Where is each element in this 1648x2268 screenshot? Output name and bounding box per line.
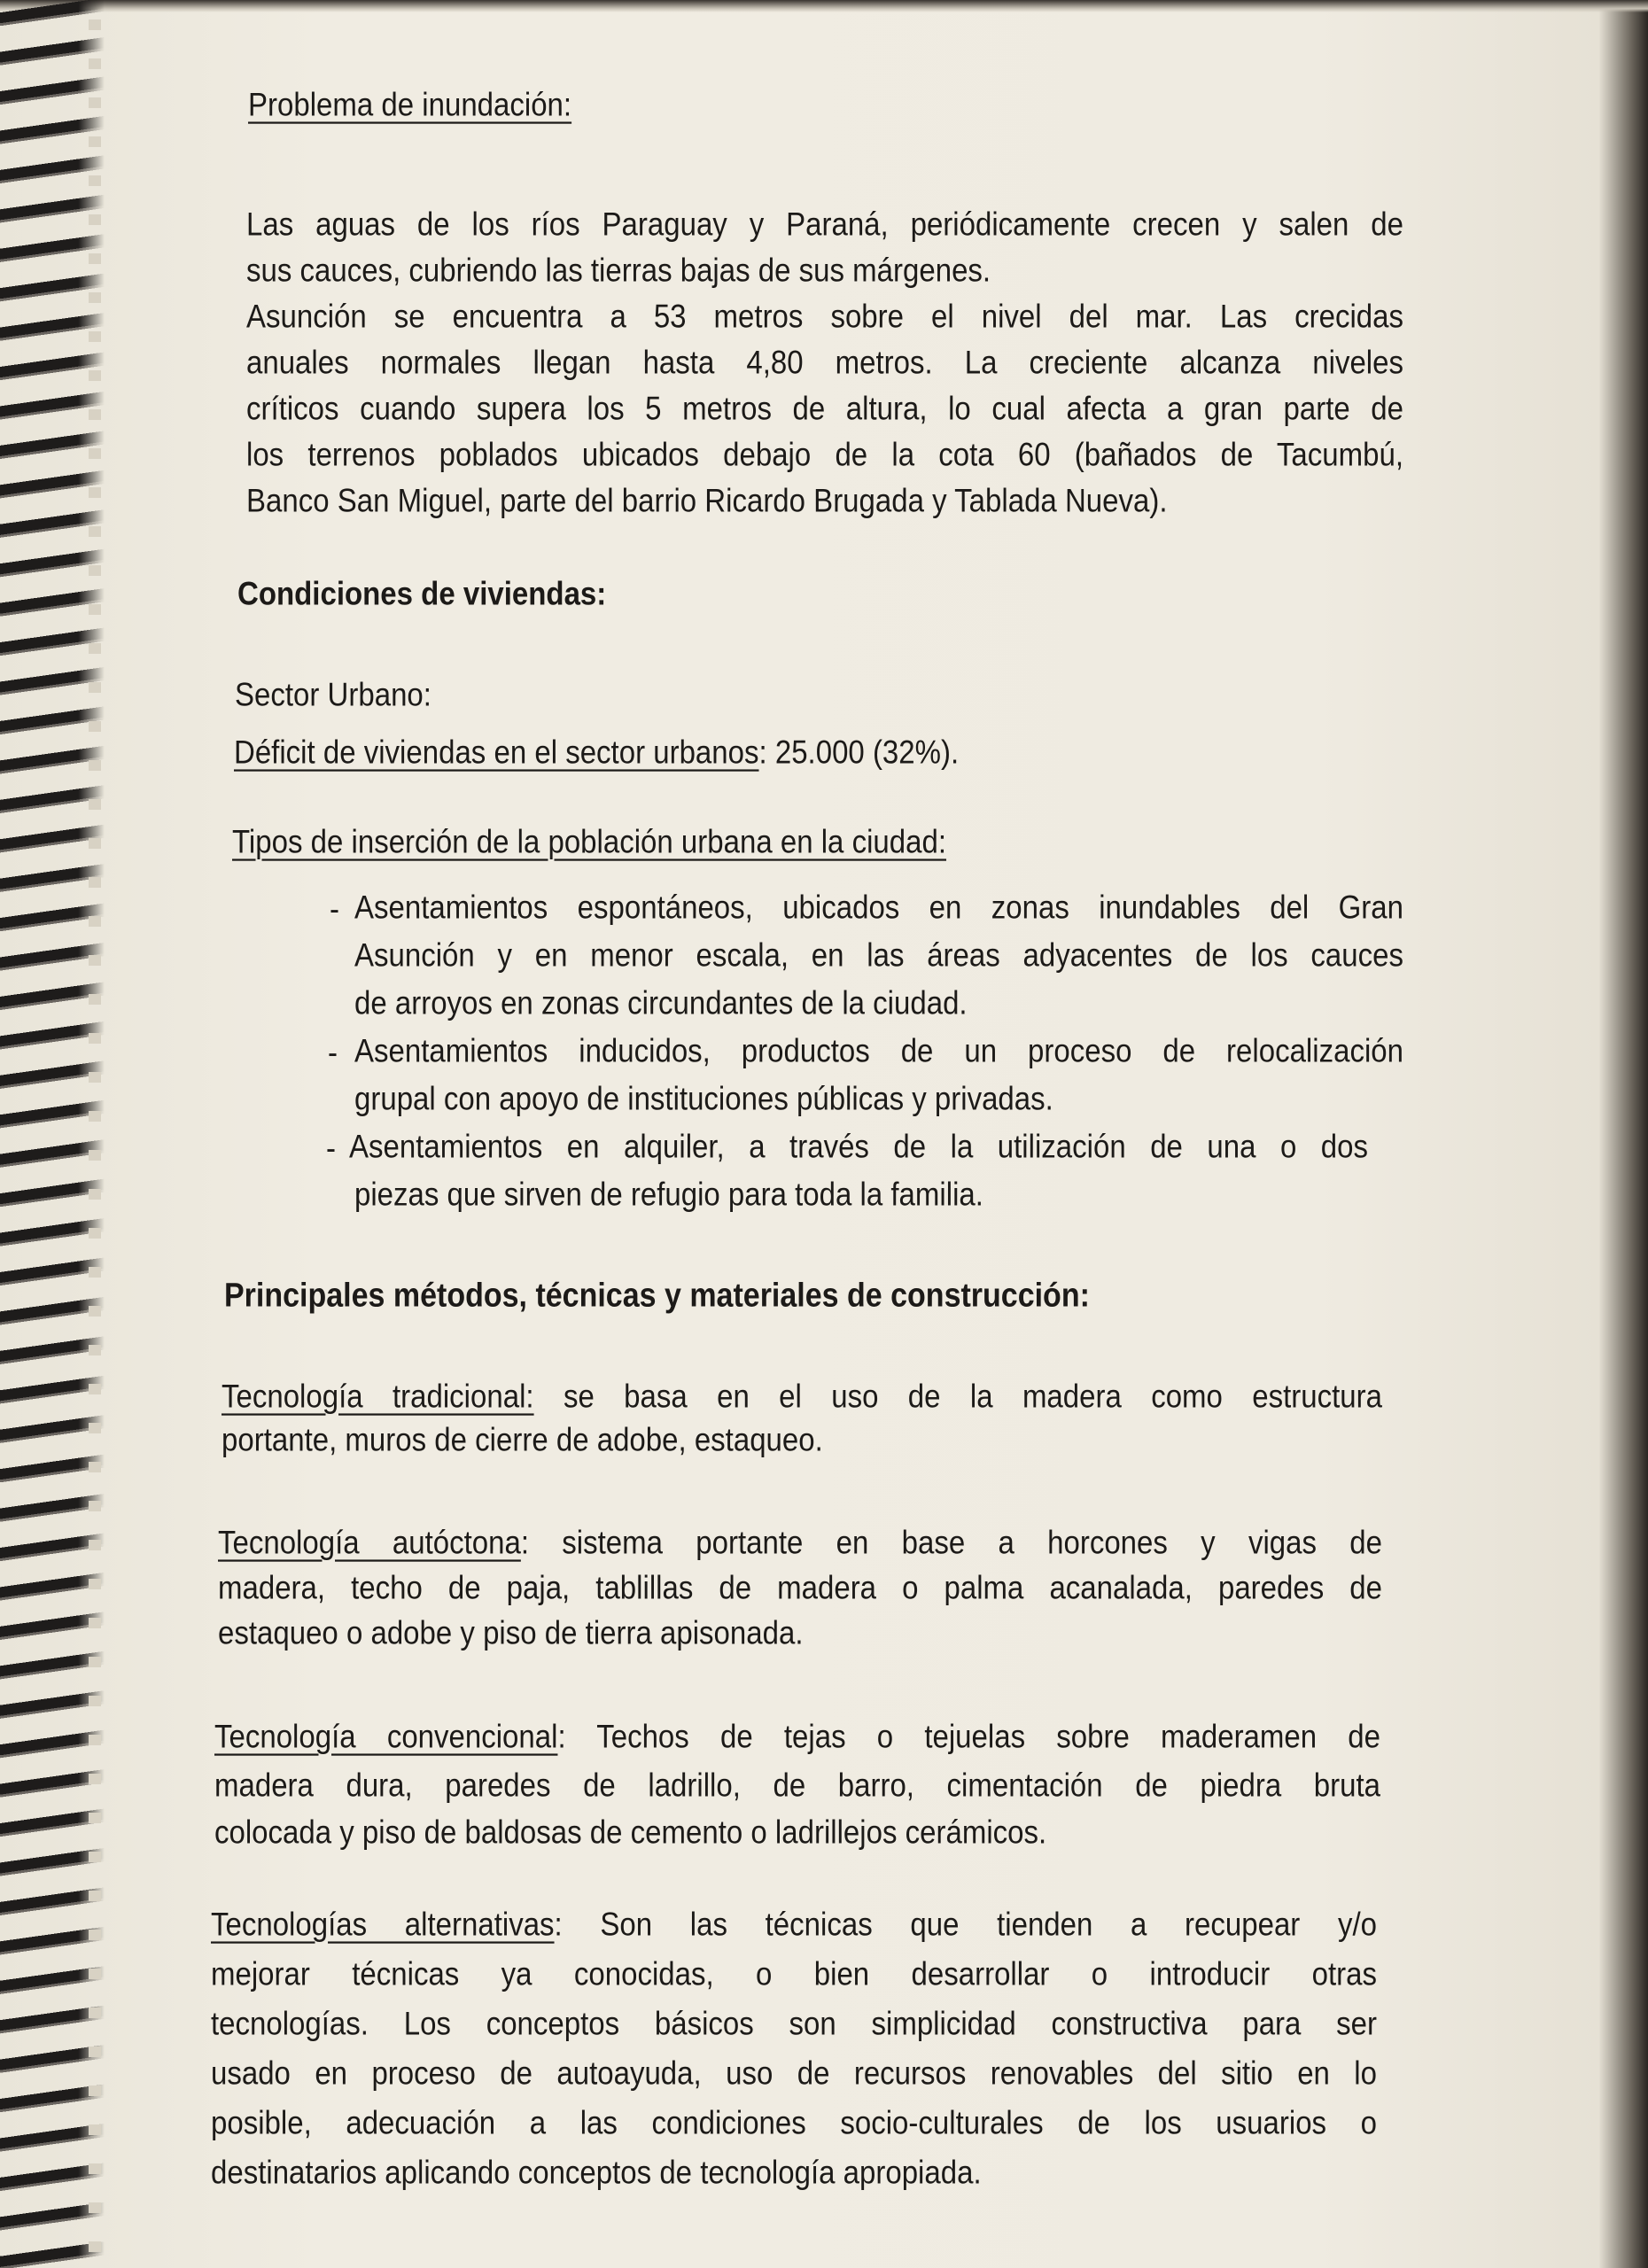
deficit-label: Déficit de viviendas en el sector urbanos	[234, 734, 759, 771]
bullet-line: grupal con apoyo de instituciones públicas y privadas.	[354, 1080, 1053, 1117]
types-heading: Tipos de inserción de la población urbana en la ciudad:	[232, 823, 946, 860]
method-line: madera, techo de paja, tablillas de madera o palma acanalada, paredes de	[218, 1569, 1382, 1606]
flood-heading: Problema de inundación:	[248, 86, 572, 123]
bullet-line: piezas que sirven de refugio para toda la familia.	[354, 1176, 983, 1213]
method-text: : sistema portante en base a horcones y vigas de	[520, 1524, 1382, 1561]
method-text: : Son las técnicas que tienden a recupear y/o	[554, 1906, 1377, 1943]
bullet-line: Asentamientos espontáneos, ubicados en zonas inundables del Gran	[354, 889, 1403, 926]
flood-line: Asunción se encuentra a 53 metros sobre el nivel del mar. Las crecidas	[246, 298, 1403, 335]
method-line	[211, 1905, 1377, 1945]
bullet-dash: -	[330, 890, 339, 928]
bullet-dash: -	[328, 1034, 338, 1071]
method-line: madera dura, paredes de ladrillo, de barro, cimentación de piedra bruta	[214, 1767, 1380, 1804]
method-line: portante, muros de cierre de adobe, estaqueo.	[222, 1421, 823, 1458]
method-line: mejorar técnicas ya conocidas, o bien desarrollar o introducir otras	[211, 1955, 1377, 1992]
bullet-line: de arroyos en zonas circundantes de la ciudad.	[354, 984, 968, 1021]
bullet-line: Asunción y en menor escala, en las áreas adyacentes de los cauces	[354, 936, 1403, 974]
deficit-value: : 25.000 (32%).	[758, 734, 960, 771]
flood-line: Las aguas de los ríos Paraguay y Paraná, periódicamente crecen y salen de	[246, 206, 1403, 243]
method-line: colocada y piso de baldosas de cemento o ladrillejos cerámicos.	[214, 1814, 1047, 1851]
method-line	[222, 1377, 1382, 1417]
method-label-autoctona: Tecnología autóctona	[218, 1524, 521, 1561]
method-line: usado en proceso de autoayuda, uso de recursos renovables del sitio en lo	[211, 2054, 1377, 2092]
method-line: destinatarios aplicando conceptos de tecnología apropiada.	[211, 2154, 982, 2191]
method-text: se basa en el uso de la madera como estructura	[533, 1378, 1382, 1415]
methods-heading: Principales métodos, técnicas y materiales de construcción:	[224, 1277, 1090, 1315]
flood-line: críticos cuando supera los 5 metros de altura, lo cual afecta a gran parte de	[246, 390, 1403, 427]
method-label-alternativas: Tecnologías alternativas	[211, 1906, 555, 1943]
flood-line: anuales normales llegan hasta 4,80 metros. La creciente alcanza niveles	[246, 344, 1403, 381]
bullet-line: Asentamientos inducidos, productos de un proceso de relocalización	[354, 1032, 1403, 1069]
housing-heading: Condiciones de viviendas:	[237, 575, 607, 612]
method-text: : Techos de tejas o tejuelas sobre maderamen de	[557, 1718, 1381, 1755]
method-line	[218, 1523, 1382, 1563]
method-line: estaqueo o adobe y piso de tierra apisonada.	[218, 1614, 804, 1651]
method-line: posible, adecuación a las condiciones socio-culturales de los usuarios o	[211, 2104, 1377, 2141]
deficit-line	[234, 733, 959, 773]
binding-holes	[89, 0, 101, 2268]
method-label-convencional: Tecnología convencional	[214, 1718, 558, 1755]
method-line: tecnologías. Los conceptos básicos son simplicidad constructiva para ser	[211, 2005, 1377, 2042]
flood-line: sus cauces, cubriendo las tierras bajas de sus márgenes.	[246, 252, 991, 289]
page-top-edge	[0, 0, 1648, 12]
flood-line: los terrenos poblados ubicados debajo de la cota 60 (bañados de Tacumbú,	[246, 436, 1403, 473]
bullet-dash: -	[326, 1130, 336, 1167]
sector-label: Sector Urbano:	[235, 676, 431, 713]
method-line	[214, 1717, 1380, 1757]
flood-line: Banco San Miguel, parte del barrio Ricardo Brugada y Tablada Nueva).	[246, 482, 1168, 519]
method-label-tradicional: Tecnología tradicional:	[222, 1378, 534, 1415]
bullet-line: Asentamientos en alquiler, a través de la utilización de una o dos	[349, 1128, 1368, 1165]
